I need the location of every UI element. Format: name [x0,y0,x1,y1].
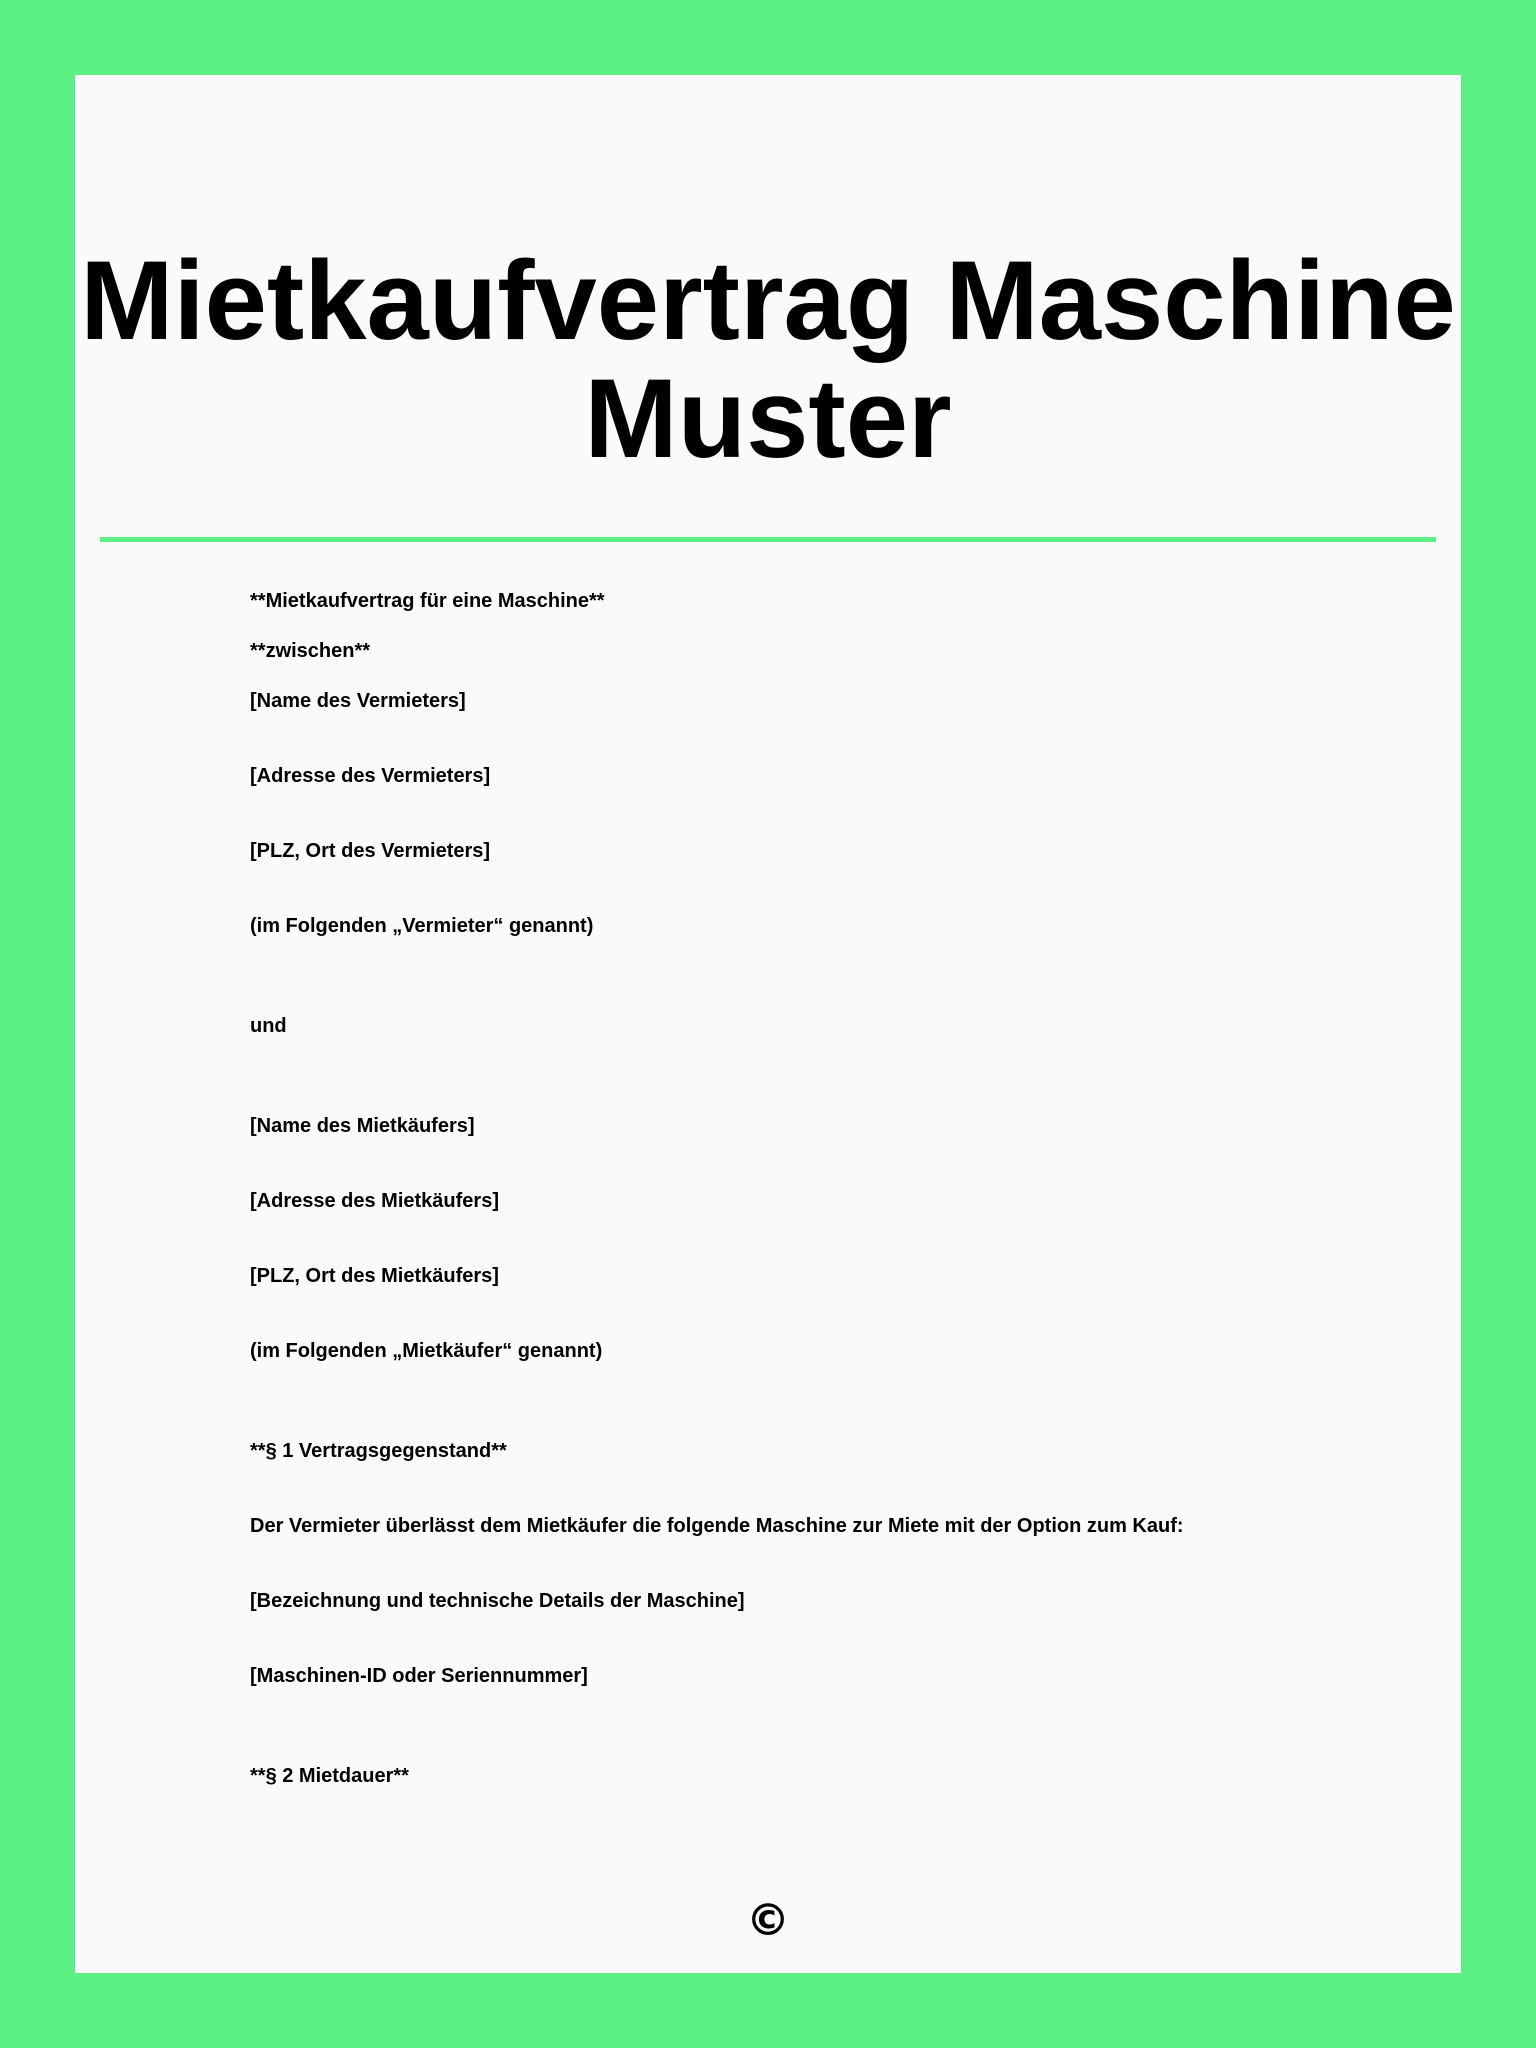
buyer-designation: (im Folgenden „Mietkäufer“ genannt) [250,1340,603,1362]
title-divider [100,537,1436,542]
section-1-heading: **§ 1 Vertragsgegenstand** [250,1440,507,1462]
machine-details-placeholder: [Bezeichnung und technische Details der Maschine] [250,1590,745,1612]
copyright-icon: © [746,1895,790,1946]
landlord-address-placeholder: [Adresse des Vermieters] [250,765,491,787]
machine-id-placeholder: [Maschinen-ID oder Seriennummer] [250,1665,588,1687]
landlord-name-placeholder: [Name des Vermieters] [250,690,466,712]
buyer-city-placeholder: [PLZ, Ort des Mietkäufers] [250,1265,499,1287]
text-and: und [250,1015,287,1037]
title-line-2: Muster [584,356,952,481]
buyer-name-placeholder: [Name des Mietkäufers] [250,1115,475,1137]
landlord-designation: (im Folgenden „Vermieter“ genannt) [250,915,594,937]
heading-contract: **Mietkaufvertrag für eine Maschine** [250,590,605,612]
title-line-1: Mietkaufvertrag Maschine [80,238,1456,363]
buyer-address-placeholder: [Adresse des Mietkäufers] [250,1190,499,1212]
document-page [75,75,1461,1973]
landlord-city-placeholder: [PLZ, Ort des Vermieters] [250,840,491,862]
section-1-text: Der Vermieter überlässt dem Mietkäufer die folgende Maschine zur Miete mit der Option zum Kauf: [250,1515,1184,1537]
document-title [75,238,1461,481]
section-2-heading: **§ 2 Mietdauer** [250,1765,409,1787]
text-between: **zwischen** [250,640,371,662]
